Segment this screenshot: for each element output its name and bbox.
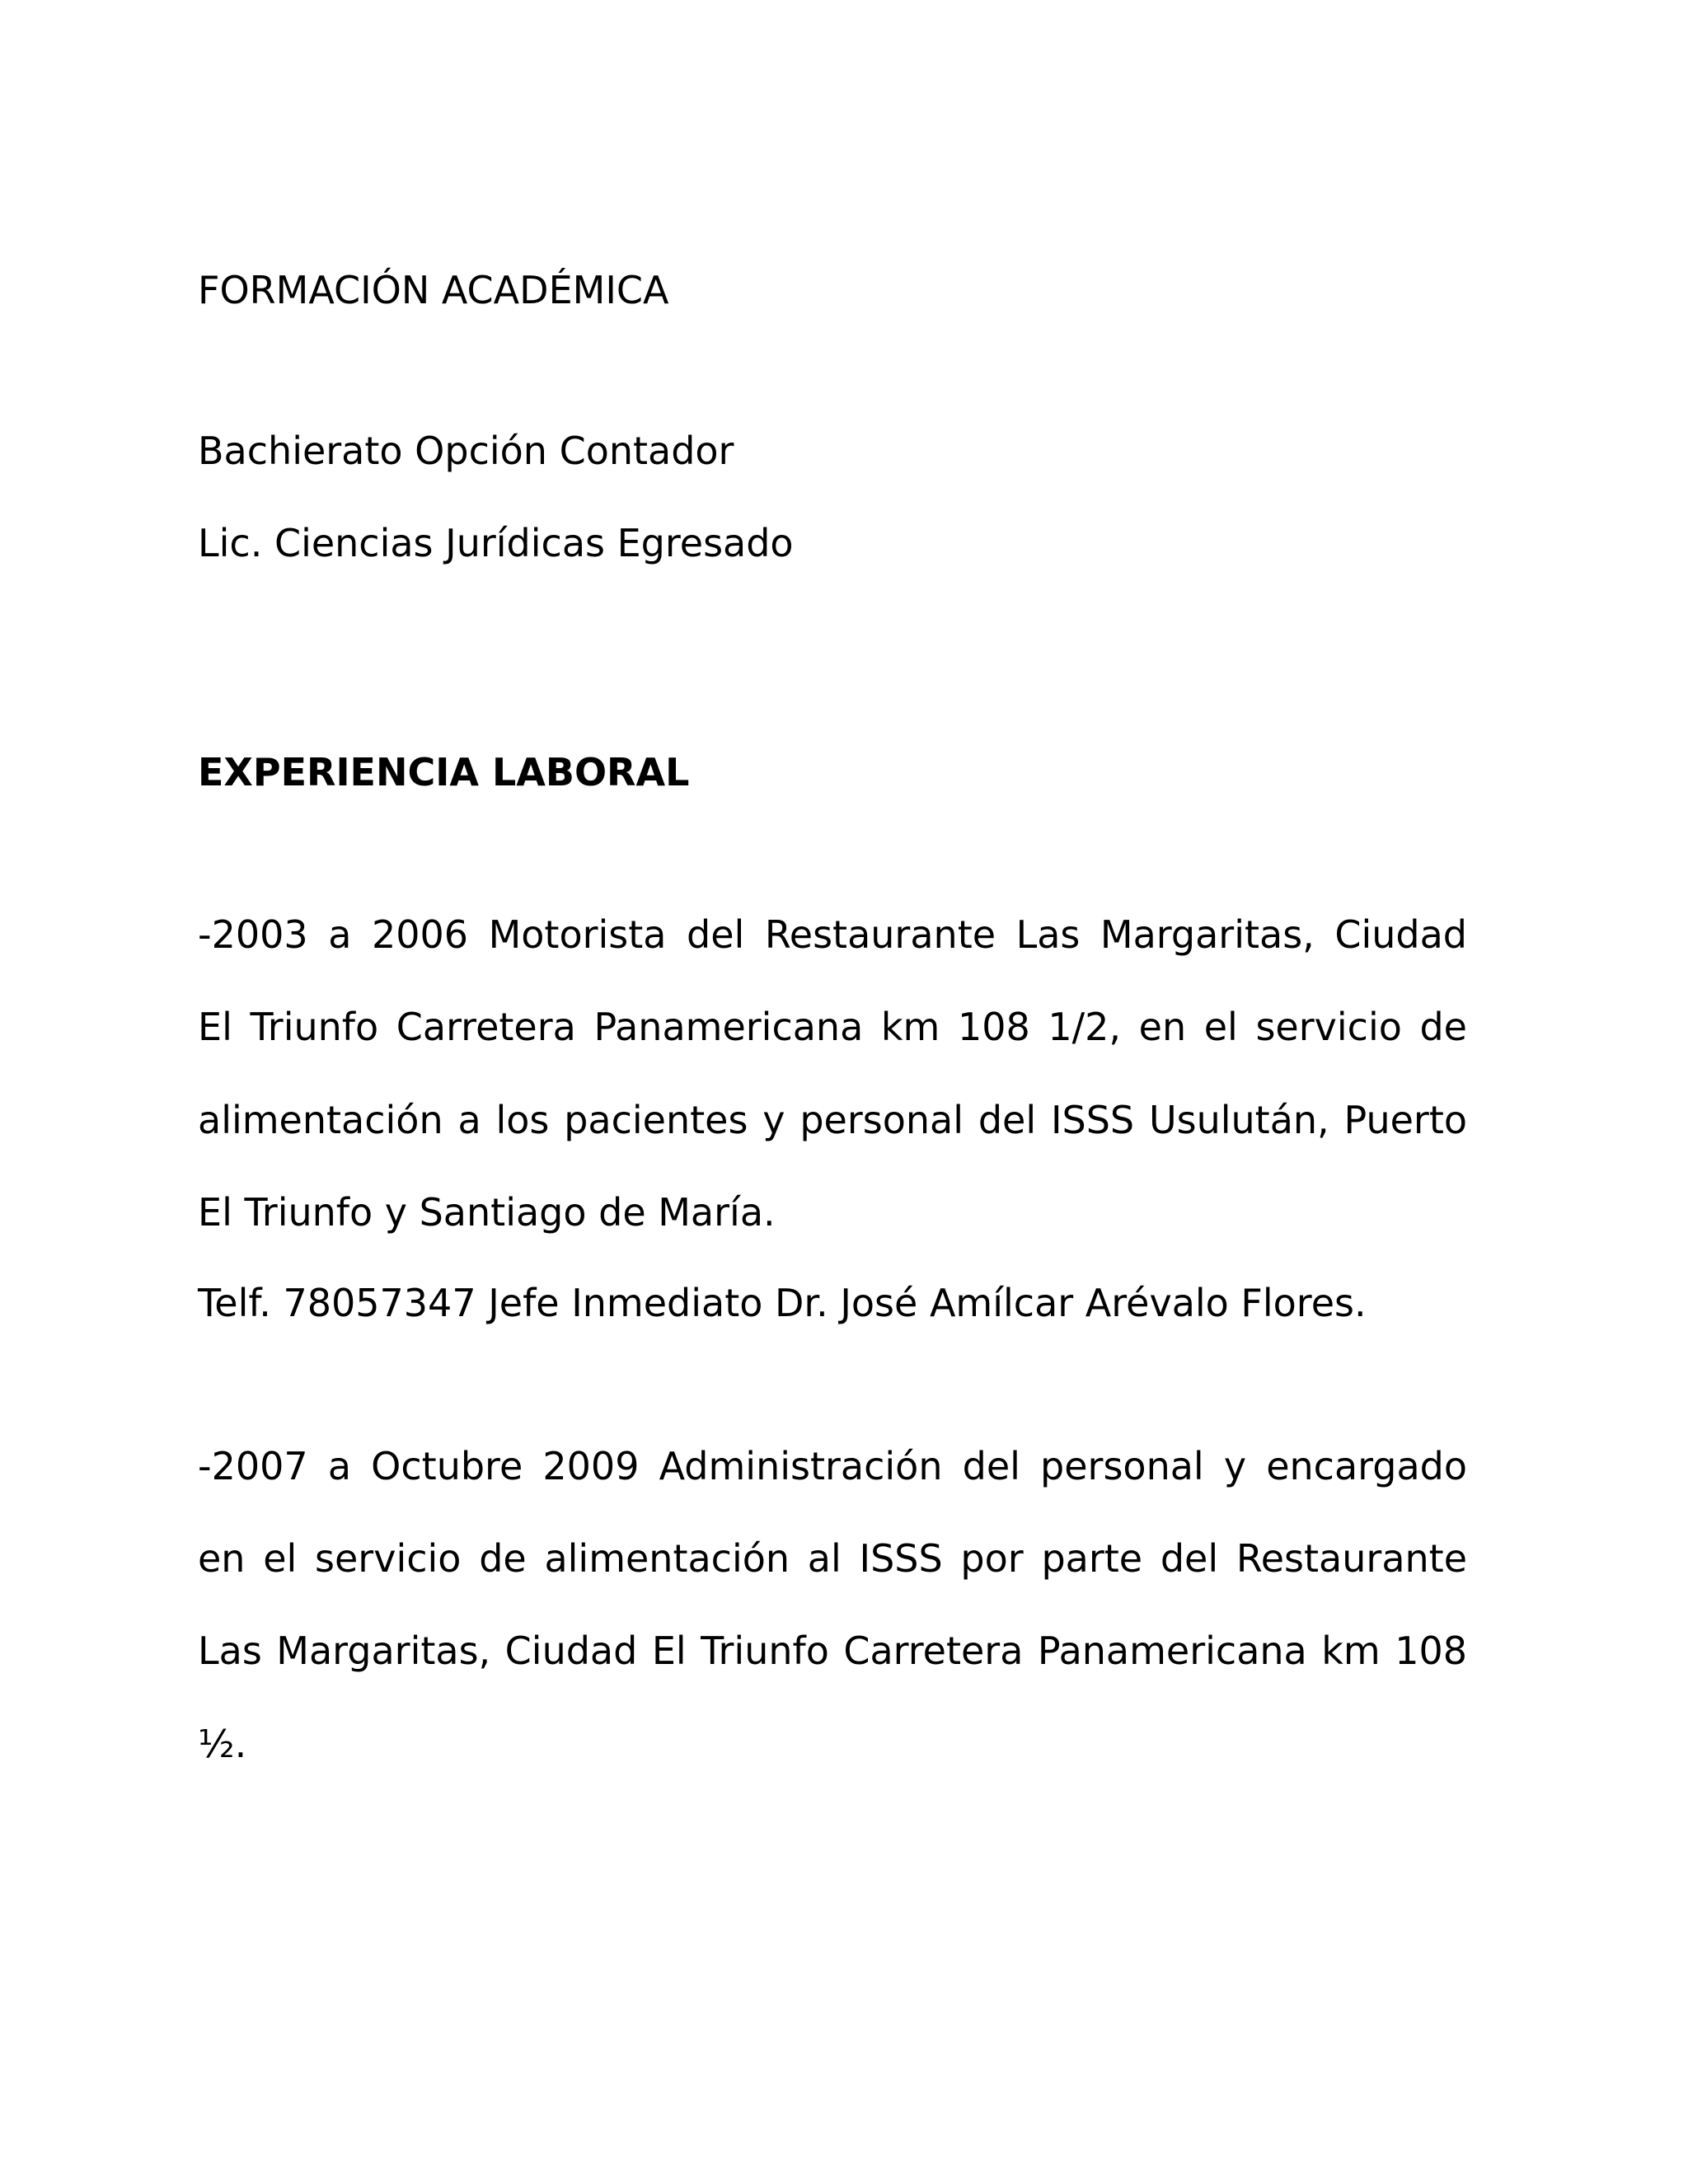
education-heading: FORMACIÓN ACADÉMICA bbox=[198, 268, 669, 312]
experience-entry-2-line: ½. bbox=[198, 1722, 247, 1766]
experience-entry-2-line: en el servicio de alimentación al ISSS por parte del Restaurante bbox=[198, 1536, 1467, 1581]
experience-entry-2-line: Las Margaritas, Ciudad El Triunfo Carretera Panamericana km 108 bbox=[198, 1629, 1467, 1673]
experience-entry-2-line: -2007 a Octubre 2009 Administración del personal y encargado bbox=[198, 1444, 1467, 1488]
experience-entry-1-line: El Triunfo y Santiago de María. bbox=[198, 1190, 776, 1235]
experience-entry-1-line: alimentación a los pacientes y personal del ISSS Usulután, Puerto bbox=[198, 1098, 1467, 1142]
education-item: Lic. Ciencias Jurídicas Egresado bbox=[198, 521, 794, 565]
experience-entry-1-contact: Telf. 78057347 Jefe Inmediato Dr. José Amílcar Arévalo Flores. bbox=[198, 1281, 1367, 1325]
experience-entry-1-line: El Triunfo Carretera Panamericana km 108 1/2, en el servicio de bbox=[198, 1005, 1467, 1049]
education-item: Bachierato Opción Contador bbox=[198, 429, 734, 473]
experience-entry-1-line: -2003 a 2006 Motorista del Restaurante Las Margaritas, Ciudad bbox=[198, 912, 1467, 957]
experience-heading: EXPERIENCIA LABORAL bbox=[198, 750, 690, 794]
